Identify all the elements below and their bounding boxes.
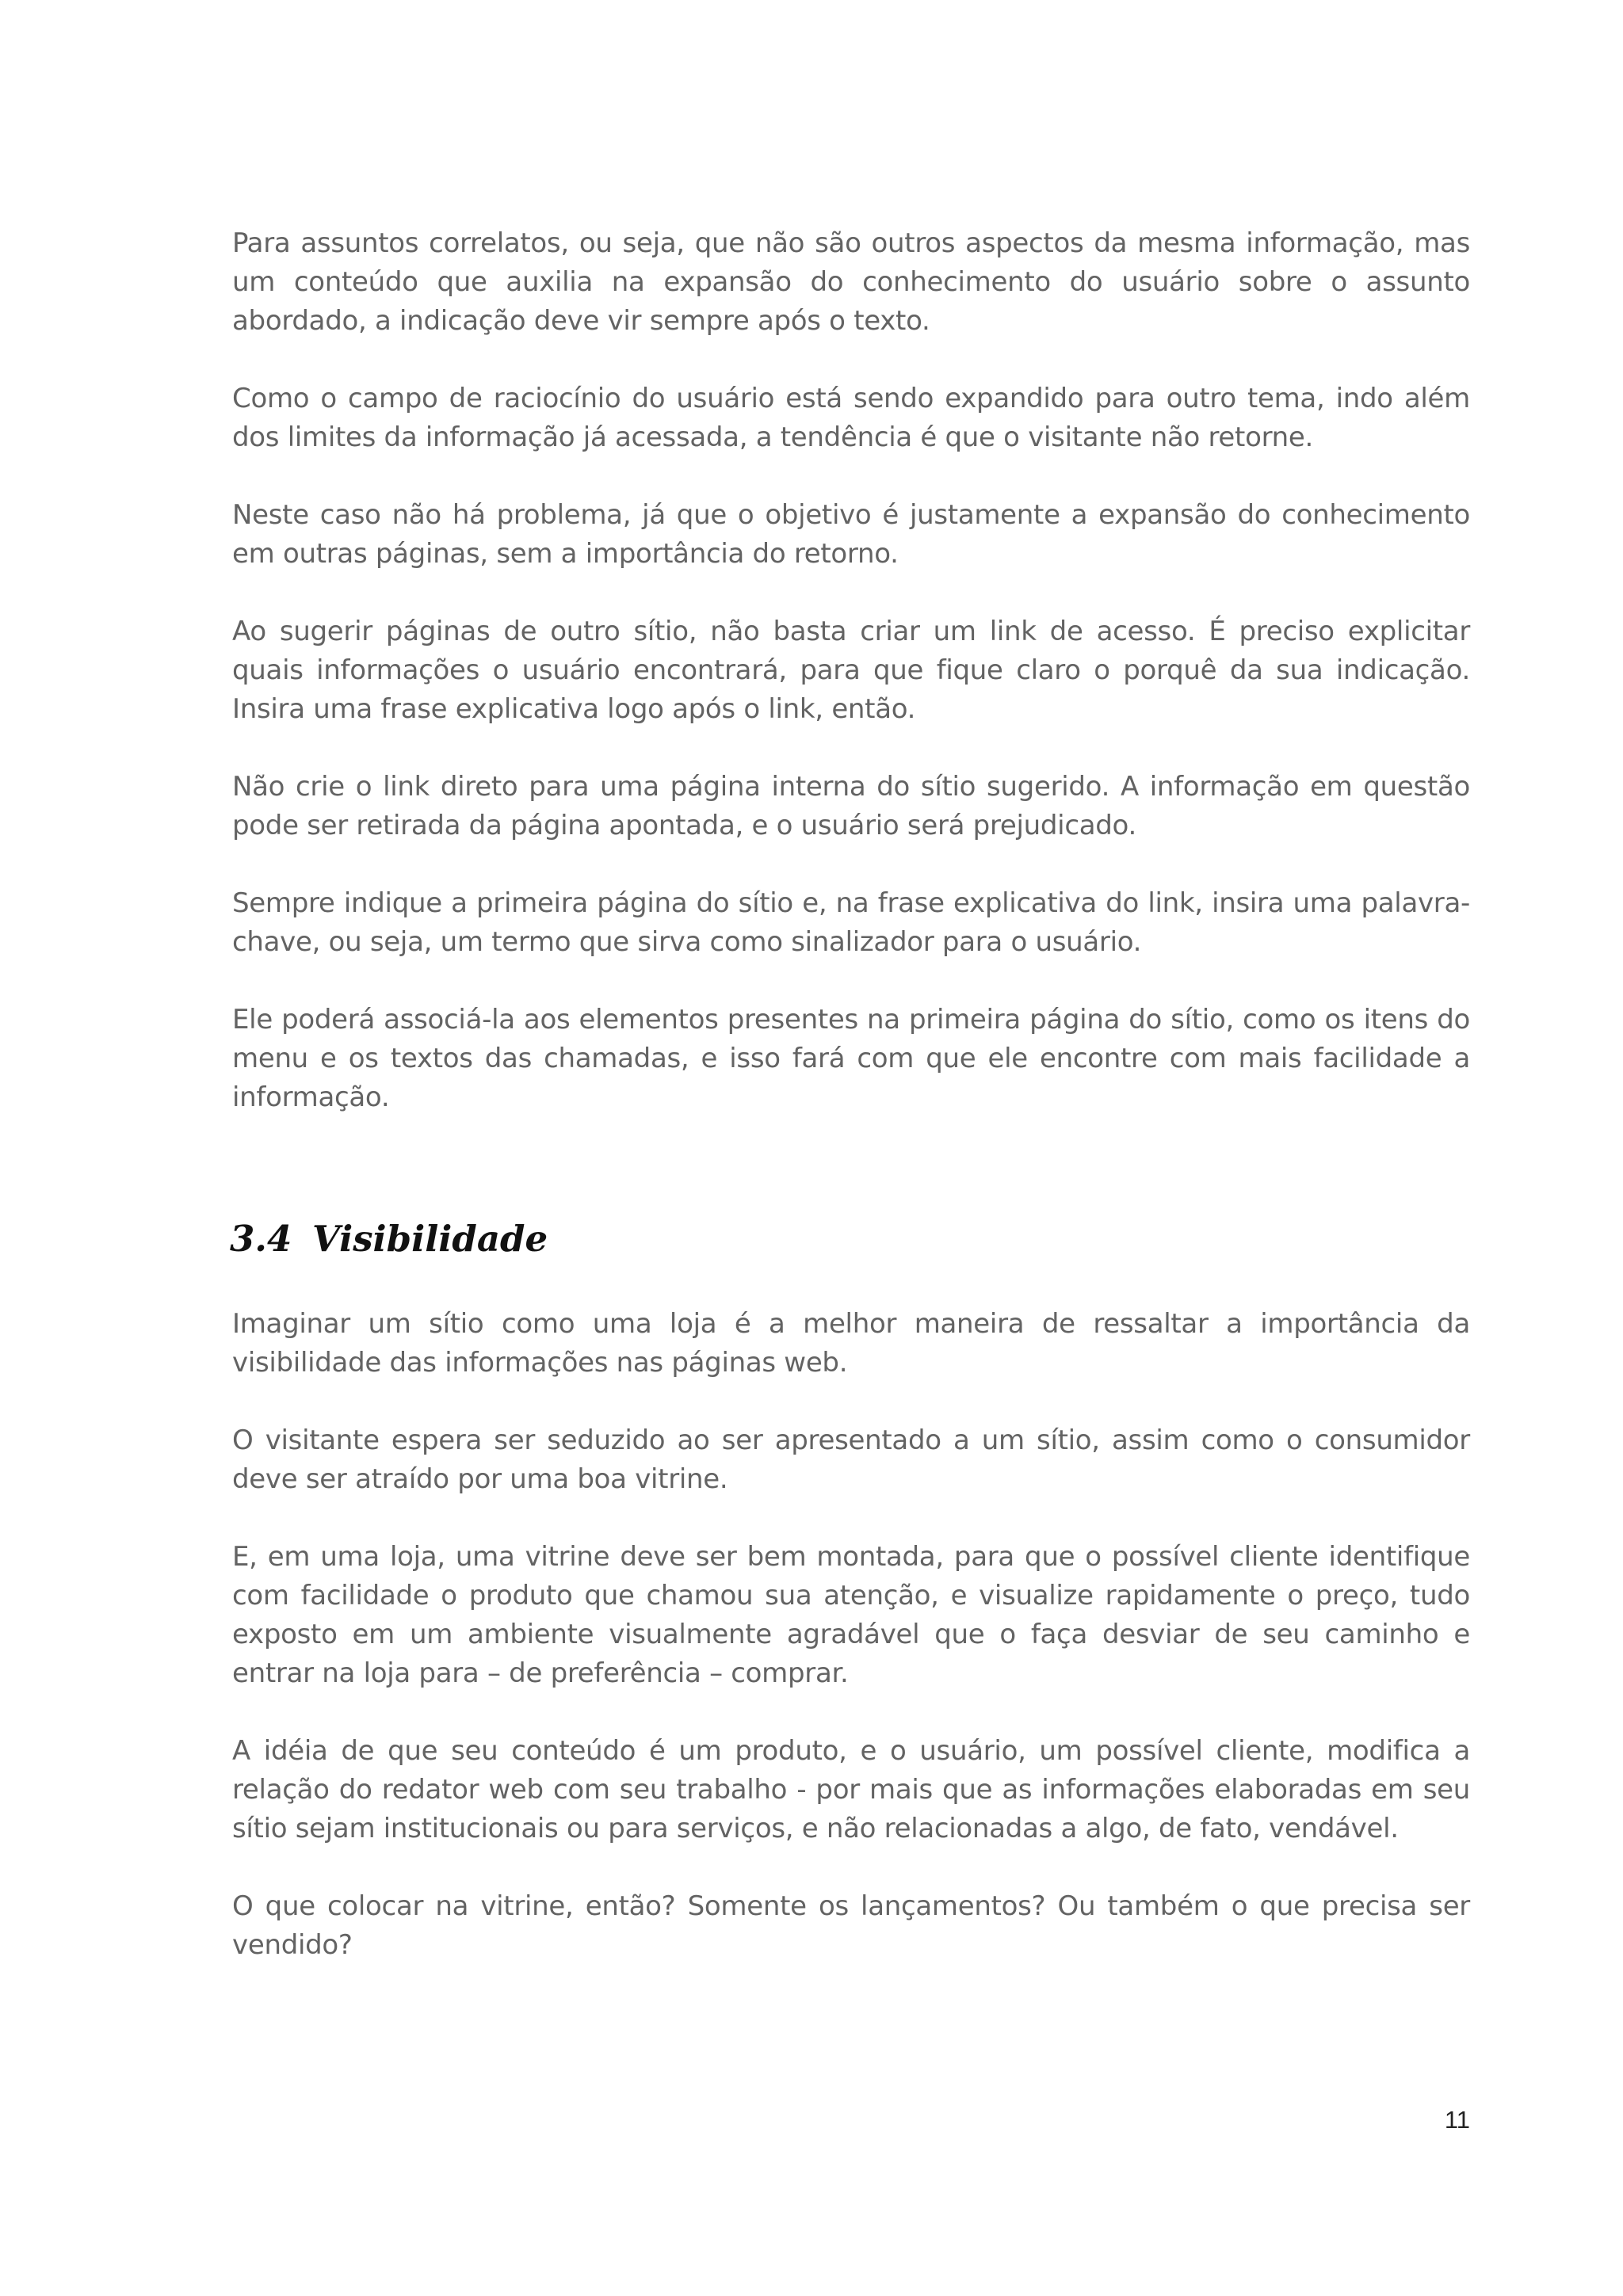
page-number: 11 xyxy=(1444,2106,1470,2134)
paragraph: Ele poderá associá-la aos elementos presentes na primeira página do sítio, como os itens do menu e os textos das chamadas, e isso fará com que ele encontre com mais facilidade a informação. xyxy=(232,1004,1470,1113)
section-text-block xyxy=(232,1305,1470,1965)
intro-text-block xyxy=(232,224,1470,1117)
paragraph: E, em uma loja, uma vitrine deve ser bem montada, para que o possível cliente identifique com facilidade o produto que chamou sua atenção, e visualize rapidamente o preço, tudo exposto em um ambiente visualmente agradável que o faça desviar de seu caminho e entrar na loja para – de preferência – comprar. xyxy=(232,1541,1470,1689)
paragraph: Não crie o link direto para uma página interna do sítio sugerido. A informação em questão pode ser retirada da página apontada, e o usuário será prejudicado. xyxy=(232,771,1470,841)
paragraph: O visitante espera ser seduzido ao ser apresentado a um sítio, assim como o consumidor deve ser atraído por uma boa vitrine. xyxy=(232,1425,1470,1495)
paragraph: Ao sugerir páginas de outro sítio, não basta criar um link de acesso. É preciso explicitar quais informações o usuário encontrará, para que fique claro o porquê da sua indicação. Insira uma frase explicativa logo após o link, então. xyxy=(232,616,1470,725)
paragraph: Imaginar um sítio como uma loja é a melhor maneira de ressaltar a importância da visibilidade das informações nas páginas web. xyxy=(232,1308,1470,1379)
paragraph: Para assuntos correlatos, ou seja, que não são outros aspectos da mesma informação, mas um conteúdo que auxilia na expansão do conhecimento do usuário sobre o assunto abordado, a indicação deve vir sempre após o texto. xyxy=(232,227,1470,337)
section-number: 3.4 xyxy=(230,1218,292,1260)
section-heading xyxy=(230,1215,548,1263)
paragraph: Como o campo de raciocínio do usuário está sendo expandido para outro tema, indo além dos limites da informação já acessada, a tendência é que o visitante não retorne. xyxy=(232,383,1470,453)
section-title: Visibilidade xyxy=(312,1218,548,1260)
paragraph: Sempre indique a primeira página do sítio e, na frase explicativa do link, insira uma palavra-chave, ou seja, um termo que sirva como sinalizador para o usuário. xyxy=(232,887,1470,958)
paragraph: Neste caso não há problema, já que o objetivo é justamente a expansão do conhecimento em outras páginas, sem a importância do retorno. xyxy=(232,499,1470,570)
paragraph: O que colocar na vitrine, então? Somente os lançamentos? Ou também o que precisa ser vendido? xyxy=(232,1890,1470,1961)
paragraph: A idéia de que seu conteúdo é um produto, e o usuário, um possível cliente, modifica a relação do redator web com seu trabalho - por mais que as informações elaboradas em seu sítio sejam institucionais ou para serviços, e não relacionadas a algo, de fato, vendável. xyxy=(232,1735,1470,1844)
